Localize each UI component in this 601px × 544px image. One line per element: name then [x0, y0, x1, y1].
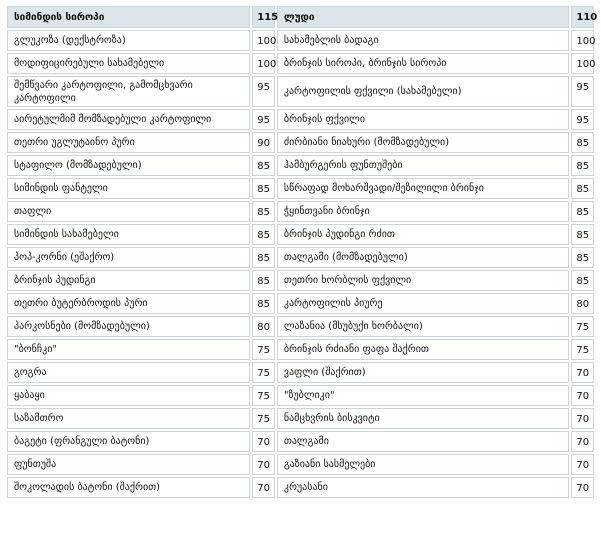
- right-food-name: თალგამი: [277, 431, 570, 452]
- right-food-name: სწრაფად მოხარშვადი/შეზილილი ბრინჯი: [277, 178, 570, 199]
- left-food-value: 75: [252, 408, 275, 429]
- table-row: [7, 224, 594, 245]
- table-row: [7, 247, 594, 268]
- right-food-value: 70: [571, 454, 594, 475]
- left-food-value: 70: [252, 431, 275, 452]
- table-row: [7, 178, 594, 199]
- left-food-name: ბაგეტი (ფრანგული ბატონი): [7, 431, 250, 452]
- header-right-name: ლუდი: [277, 6, 570, 28]
- right-food-value: 85: [571, 178, 594, 199]
- right-food-value: 75: [571, 339, 594, 360]
- right-food-name: ლაზანია (მსუბუქი ხორბალი): [277, 316, 570, 337]
- table-row: [7, 293, 594, 314]
- left-food-value: 85: [252, 178, 275, 199]
- right-food-name: ნამცხვრის ბისკვიტი: [277, 408, 570, 429]
- table-row: [7, 109, 594, 130]
- right-food-value: 85: [571, 270, 594, 291]
- right-food-value: 85: [571, 247, 594, 268]
- left-food-value: 95: [252, 76, 275, 107]
- right-food-value: 85: [571, 132, 594, 153]
- table-row: [7, 270, 594, 291]
- right-food-name: გაზიანი სასმელები: [277, 454, 570, 475]
- left-food-name: აირეტულმიმ მომზადებული კარტოფილი: [7, 109, 250, 130]
- left-food-name: ფუნთუშა: [7, 454, 250, 475]
- left-food-value: 100: [252, 53, 275, 74]
- table-row: [7, 53, 594, 74]
- table-row: [7, 362, 594, 383]
- table-row: [7, 408, 594, 429]
- left-food-name: შოკოლადის ბატონი (შაქრით): [7, 477, 250, 498]
- table-row: [7, 385, 594, 406]
- left-food-name: თეთრი ბუტერბროდის პური: [7, 293, 250, 314]
- table-body: [7, 30, 594, 498]
- right-food-name: კრუასანი: [277, 477, 570, 498]
- left-food-value: 100: [252, 30, 275, 51]
- left-food-value: 85: [252, 201, 275, 222]
- table-row: [7, 454, 594, 475]
- glycemic-index-table: [5, 4, 596, 500]
- right-food-value: 85: [571, 224, 594, 245]
- right-food-value: 70: [571, 431, 594, 452]
- left-food-value: 70: [252, 477, 275, 498]
- left-food-value: 90: [252, 132, 275, 153]
- table-row: [7, 431, 594, 452]
- right-food-name: ჭყინთვანი ბრინჯი: [277, 201, 570, 222]
- left-food-name: გლუკოზა (დექსტროზა): [7, 30, 250, 51]
- left-food-value: 70: [252, 454, 275, 475]
- right-food-name: ბრინჯის ფქვილი: [277, 109, 570, 130]
- table-row: [7, 477, 594, 498]
- right-food-value: 75: [571, 316, 594, 337]
- table-row: [7, 30, 594, 51]
- right-food-name: კარტოფილის ფქვილი (სახამებელი): [277, 76, 570, 107]
- left-food-value: 85: [252, 270, 275, 291]
- left-food-name: საზამთრო: [7, 408, 250, 429]
- table-row: [7, 339, 594, 360]
- left-food-name: თეთრი უგლუტაინო პური: [7, 132, 250, 153]
- header-left-name: სიმინდის სიროპი: [7, 6, 250, 28]
- right-food-value: 70: [571, 385, 594, 406]
- left-food-name: გოგრა: [7, 362, 250, 383]
- right-food-value: 80: [571, 293, 594, 314]
- header-left-value: 115: [252, 6, 275, 28]
- table-row: [7, 316, 594, 337]
- right-food-value: 95: [571, 76, 594, 107]
- table-row: [7, 76, 594, 107]
- right-food-value: 100: [571, 53, 594, 74]
- right-food-name: კარტოფილის პიურე: [277, 293, 570, 314]
- right-food-value: 85: [571, 155, 594, 176]
- left-food-value: 75: [252, 362, 275, 383]
- right-food-value: 70: [571, 408, 594, 429]
- right-food-value: 95: [571, 109, 594, 130]
- right-food-name: ვაფლი (შაქრით): [277, 362, 570, 383]
- right-food-name: ბრინჯის სიროპი, ბრინჯის სიროპი: [277, 53, 570, 74]
- left-food-name: სტაფილო (მომზადებული): [7, 155, 250, 176]
- left-food-name: პოპ-კორნი (ეშაქრო): [7, 247, 250, 268]
- right-food-name: ბრინჯის რძიანი ფაფა შაქრით: [277, 339, 570, 360]
- table-header-row: [7, 6, 594, 28]
- left-food-value: 75: [252, 339, 275, 360]
- right-food-name: "ზუბლიკი": [277, 385, 570, 406]
- left-food-value: 85: [252, 247, 275, 268]
- left-food-name: თაფლი: [7, 201, 250, 222]
- left-food-value: 85: [252, 224, 275, 245]
- right-food-value: 70: [571, 477, 594, 498]
- header-right-value: 110: [571, 6, 594, 28]
- right-food-name: თეთრი ხორბლის ფქვილი: [277, 270, 570, 291]
- left-food-name: "ბონჩკი": [7, 339, 250, 360]
- right-food-name: სახამებლის ბადაგი: [277, 30, 570, 51]
- right-food-name: ჰამბურგერის ფუნთუშები: [277, 155, 570, 176]
- left-food-name: მოდიფიცირებული სახამებელი: [7, 53, 250, 74]
- right-food-name: თალგამი (მომზადებული): [277, 247, 570, 268]
- right-food-value: 100: [571, 30, 594, 51]
- left-food-value: 95: [252, 109, 275, 130]
- table-row: [7, 155, 594, 176]
- left-food-value: 85: [252, 293, 275, 314]
- left-food-name: პარკოსნები (მომზადებული): [7, 316, 250, 337]
- left-food-value: 80: [252, 316, 275, 337]
- right-food-value: 70: [571, 362, 594, 383]
- right-food-name: ძირბიანი ნიახური (მომზადებული): [277, 132, 570, 153]
- left-food-name: სიმინდის სახამებელი: [7, 224, 250, 245]
- left-food-name: შემწვარი კარტოფილი, გამომცხვარი კარტოფილი: [7, 76, 250, 107]
- left-food-name: ყაბაყი: [7, 385, 250, 406]
- table-row: [7, 132, 594, 153]
- left-food-name: ბრინჯის პუდინგი: [7, 270, 250, 291]
- left-food-value: 75: [252, 385, 275, 406]
- right-food-value: 85: [571, 201, 594, 222]
- table-row: [7, 201, 594, 222]
- left-food-name: სიმინდის ფანტელი: [7, 178, 250, 199]
- left-food-value: 85: [252, 155, 275, 176]
- right-food-name: ბრინჯის პუდინგი რძით: [277, 224, 570, 245]
